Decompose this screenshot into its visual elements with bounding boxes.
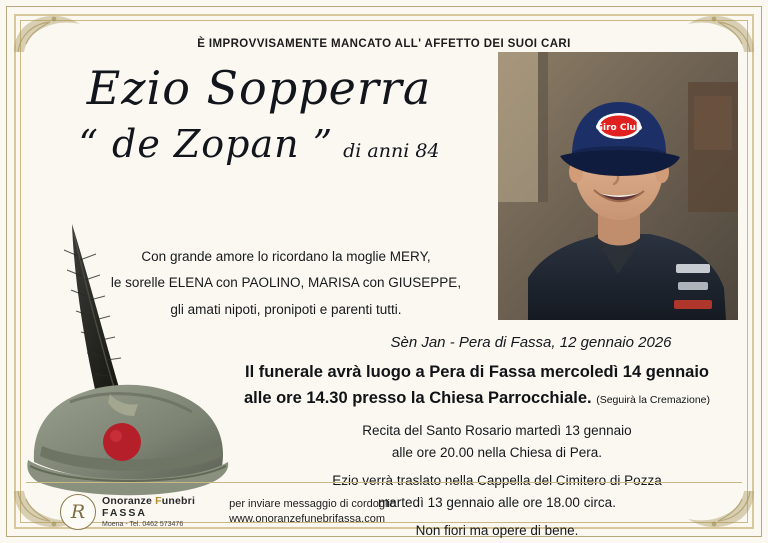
transfer-line-1: Ezio verrà traslato nella Cappella del Cimitero di Pozza <box>332 473 662 489</box>
condolence-label: per inviare messaggio di cordoglio <box>229 498 397 511</box>
svg-text:Giro Club: Giro Club <box>595 123 643 133</box>
logo-line1-c: unebri <box>161 494 196 507</box>
family-line-3: gli amati nipoti, pronipoti e parenti tutti. <box>170 301 402 317</box>
deceased-name-block <box>34 61 484 167</box>
funeral-details <box>216 360 738 411</box>
rosary-line-1: Recita del Santo Rosario martedì 13 gennaio <box>362 423 632 438</box>
rosary-line-2: alle ore 20.00 nella Chiesa di Pera. <box>391 444 603 460</box>
portrait-photo <box>498 52 738 320</box>
family-line-1: Con grande amore lo ricordano la moglie MERY, <box>141 249 431 264</box>
family-line-2: le sorelle ELENA con PAOLINO, MARISA con GIUSEPPE, <box>110 275 462 291</box>
logo-line2: FASSA <box>102 506 148 519</box>
funeral-line-2: alle ore 14.30 presso la Chiesa Parrocchiale. <box>243 388 592 407</box>
transfer-line-2: martedì 13 gennaio alle ore 18.00 circa. <box>378 494 616 510</box>
deceased-nickname: “ de Zopan ” <box>78 122 334 167</box>
logo-line1-a: Onoranze <box>102 494 156 507</box>
cremation-note: (Seguirà la Cremazione) <box>596 393 711 406</box>
announcement-headline: È IMPROVVISAMENTE MANCATO ALL' AFFETTO DEI SUOI CARI <box>197 38 571 50</box>
deceased-name: Ezio Sopperra <box>86 61 432 115</box>
flowers-note: Non fiori ma opere di bene. <box>415 523 579 539</box>
place-and-date: Sèn Jan - Pera di Fassa, 12 gennaio 2026 <box>390 334 672 351</box>
condolence-contact <box>229 497 396 527</box>
family-message <box>86 244 486 323</box>
logo-contact-line: Moena - Tel. 0462 573476 <box>102 521 184 529</box>
logo-monogram-icon: R <box>60 494 96 530</box>
logo-line1-b: F <box>155 494 162 507</box>
footer-bar <box>2 483 766 541</box>
condolence-website[interactable]: www.onoranzefunebrifassa.com <box>229 513 385 525</box>
agency-logo <box>60 494 195 530</box>
funeral-line-1: Il funerale avrà luogo a Pera di Fassa mercoledì 14 gennaio <box>244 363 709 381</box>
deceased-age: di anni 84 <box>343 140 440 163</box>
